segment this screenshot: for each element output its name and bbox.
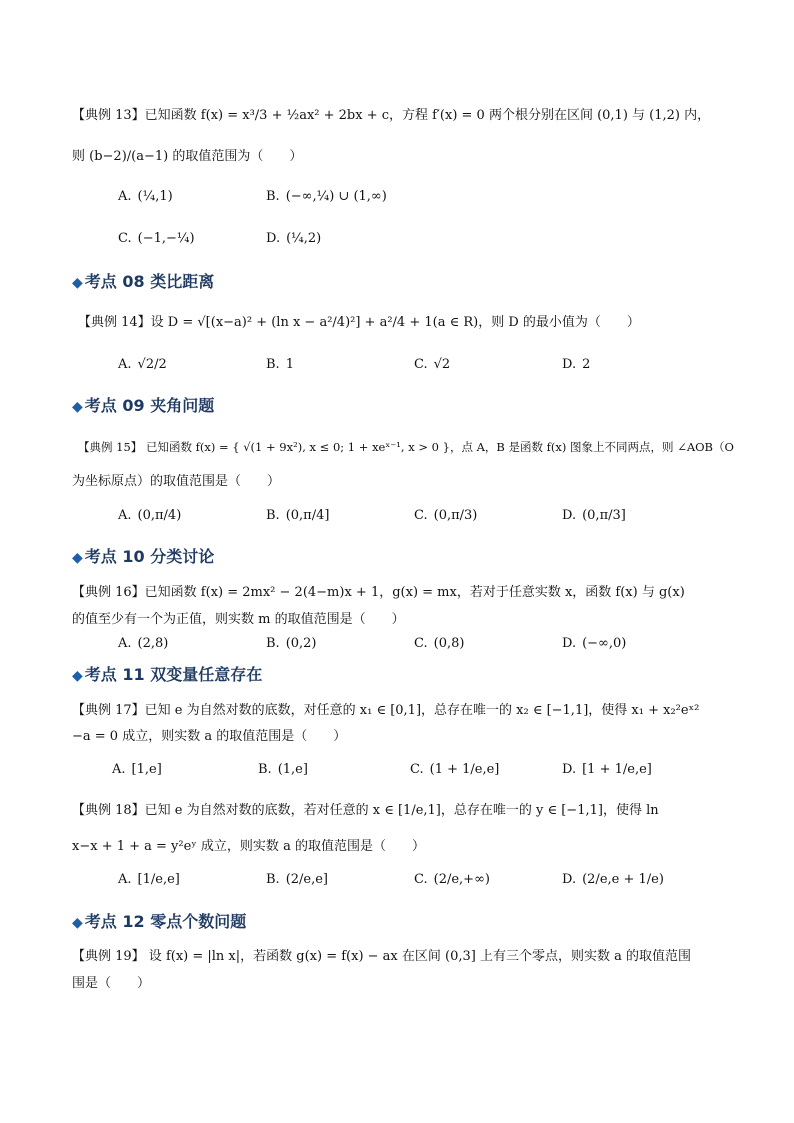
q18-option-b: B. (2/e,e] <box>266 872 329 887</box>
diamond-icon: ◆ <box>72 550 83 566</box>
q16-option-b: B. (0,2) <box>266 636 317 651</box>
q18-line-1: 【典例 18】已知 e 为自然对数的底数，若对任意的 x ∈ [1/e,1]，总存在唯一的 y ∈ [−1,1]，使得 ln <box>72 803 659 818</box>
q13-option-b: B. (−∞,¼) ∪ (1,∞) <box>266 189 387 204</box>
q15-line-1: 【典例 15】 已知函数 f(x) = { √(1 + 9x²), x ≤ 0; 1 + xeˣ⁻¹, x > 0 }，点 A，B 是函数 f(x) 图象上不同两点，则 ∠AOB（O <box>78 440 734 454</box>
q13-option-c: C. (−1,−¼) <box>118 231 195 246</box>
q17-option-c: C. (1 + 1/e,e] <box>410 762 500 777</box>
q18-option-d: D. (2/e,e + 1/e) <box>562 872 664 887</box>
q17-line-2: −a = 0 成立，则实数 a 的取值范围是（ ） <box>72 729 347 744</box>
diamond-icon: ◆ <box>72 668 83 684</box>
q19-line-2: 围是（ ） <box>72 976 151 991</box>
q13-line-2: 则 (b−2)/(a−1) 的取值范围为（ ） <box>72 149 303 164</box>
diamond-icon: ◆ <box>72 399 83 415</box>
q14-option-a: A. √2/2 <box>118 357 167 372</box>
section-heading-10: ◆ 考点 10 分类讨论 <box>72 547 215 566</box>
q18-option-c: C. (2/e,+∞) <box>414 872 490 887</box>
q14-option-b: B. 1 <box>266 357 294 372</box>
q16-line-1: 【典例 16】已知函数 f(x) = 2mx² − 2(4−m)x + 1，g(x) = mx，若对于任意实数 x，函数 f(x) 与 g(x) <box>72 585 685 600</box>
q17-option-b: B. (1,e] <box>258 762 308 777</box>
q17-line-1: 【典例 17】已知 e 为自然对数的底数，对任意的 x₁ ∈ [0,1]，总存在唯一的 x₂ ∈ [−1,1]，使得 x₁ + x₂²eˣ² <box>72 703 700 718</box>
q14-option-c: C. √2 <box>414 357 451 372</box>
q17-option-a: A. [1,e] <box>112 762 162 777</box>
q14-option-d: D. 2 <box>562 357 591 372</box>
q17-option-d: D. [1 + 1/e,e] <box>562 762 652 777</box>
section-heading-09: ◆ 考点 09 夹角问题 <box>72 396 215 415</box>
q16-option-d: D. (−∞,0) <box>562 636 627 651</box>
q18-line-2: x−x + 1 + a = y²eʸ 成立，则实数 a 的取值范围是（ ） <box>72 839 425 854</box>
diamond-icon: ◆ <box>72 275 83 291</box>
q15-option-b: B. (0,π/4] <box>266 508 330 523</box>
q15-option-d: D. (0,π/3] <box>562 508 626 523</box>
q15-option-a: A. (0,π/4) <box>118 508 182 523</box>
q13-option-a: A. (¼,1) <box>118 189 173 204</box>
q13-line-1: 【典例 13】已知函数 f(x) = x³/3 + ½ax² + 2bx + c，方程 f′(x) = 0 两个根分别在区间 (0,1) 与 (1,2) 内， <box>72 108 711 123</box>
q18-option-a: A. [1/e,e] <box>118 872 180 887</box>
q14-line-1: 【典例 14】设 D = √[(x−a)² + (ln x − a²/4)²] + a²/4 + 1(a ∈ R)，则 D 的最小值为（ ） <box>78 315 640 330</box>
q16-option-c: C. (0,8) <box>414 636 465 651</box>
q16-line-2: 的值至少有一个为正值，则实数 m 的取值范围是（ ） <box>72 612 405 627</box>
q16-option-a: A. (2,8) <box>118 636 169 651</box>
q19-line-1: 【典例 19】 设 f(x) = |ln x|，若函数 g(x) = f(x) − ax 在区间 (0,3] 上有三个零点，则实数 a 的取值范围 <box>72 949 691 964</box>
q13-option-d: D. (¼,2) <box>266 231 322 246</box>
section-heading-11: ◆ 考点 11 双变量任意存在 <box>72 665 263 684</box>
q15-option-c: C. (0,π/3) <box>414 508 478 523</box>
section-heading-08: ◆ 考点 08 类比距离 <box>72 272 215 291</box>
q15-line-2: 为坐标原点）的取值范围是（ ） <box>72 474 281 489</box>
section-heading-12: ◆ 考点 12 零点个数问题 <box>72 912 247 931</box>
diamond-icon: ◆ <box>72 915 83 931</box>
